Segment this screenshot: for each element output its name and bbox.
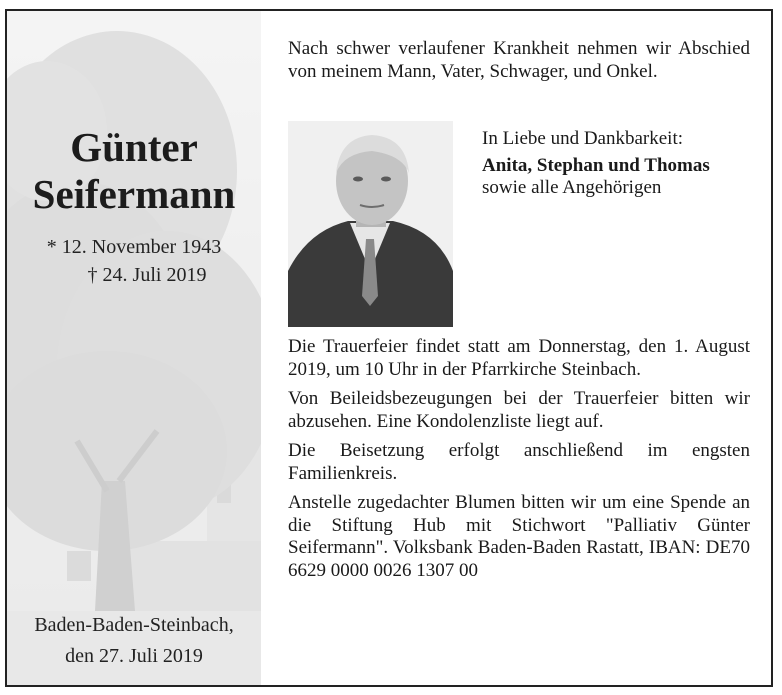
family-names: Anita, Stephan und Thomas bbox=[482, 154, 710, 176]
intro-text: Nach schwer verlaufener Krankheit nehmen wir Abschied von meinem Mann, Vater, Schwager, und Onkel. bbox=[288, 38, 750, 82]
tree-background-image bbox=[7, 11, 261, 685]
notice-paragraphs bbox=[288, 336, 750, 589]
name-last: Seifermann bbox=[32, 171, 236, 217]
mourners-block bbox=[482, 128, 750, 200]
funeral-service-text: Die Trauerfeier findet statt am Donnerstag, den 1. August 2019, um 10 Uhr in der Pfarrkirche Steinbach. bbox=[288, 336, 750, 380]
burial-text: Die Beisetzung erfolgt anschließend im engsten Familienkreis. bbox=[288, 440, 750, 484]
death-date: † 24. Juli 2019 bbox=[87, 264, 207, 286]
name-first: Günter bbox=[70, 124, 198, 170]
portrait-image bbox=[288, 121, 453, 327]
life-dates bbox=[7, 233, 261, 289]
donation-text: Anstelle zugedachter Blumen bitten wir um eine Spende an die Stiftung Hub mit Stichwort "Palliativ Günter Seifermann". Volksbank Baden-Baden Rastatt, IBAN: DE70 6629 0000 0026 1307 00 bbox=[288, 492, 750, 581]
left-panel bbox=[7, 11, 261, 685]
notice-date: den 27. Juli 2019 bbox=[65, 645, 203, 667]
place-and-date bbox=[7, 610, 261, 672]
thanks-line: In Liebe und Dankbarkeit: bbox=[482, 128, 684, 149]
obituary-frame bbox=[5, 9, 773, 687]
condolences-text: Von Beileidsbezeugungen bei der Trauerfeier bitten wir abzusehen. Eine Kondolenzliste liegt auf. bbox=[288, 388, 750, 432]
place-line: Baden-Baden-Steinbach, bbox=[34, 614, 234, 636]
portrait-photo bbox=[288, 121, 453, 327]
birth-date: * 12. November 1943 bbox=[46, 236, 222, 258]
relatives-line: sowie alle Angehörigen bbox=[482, 177, 662, 198]
deceased-name bbox=[7, 124, 261, 218]
